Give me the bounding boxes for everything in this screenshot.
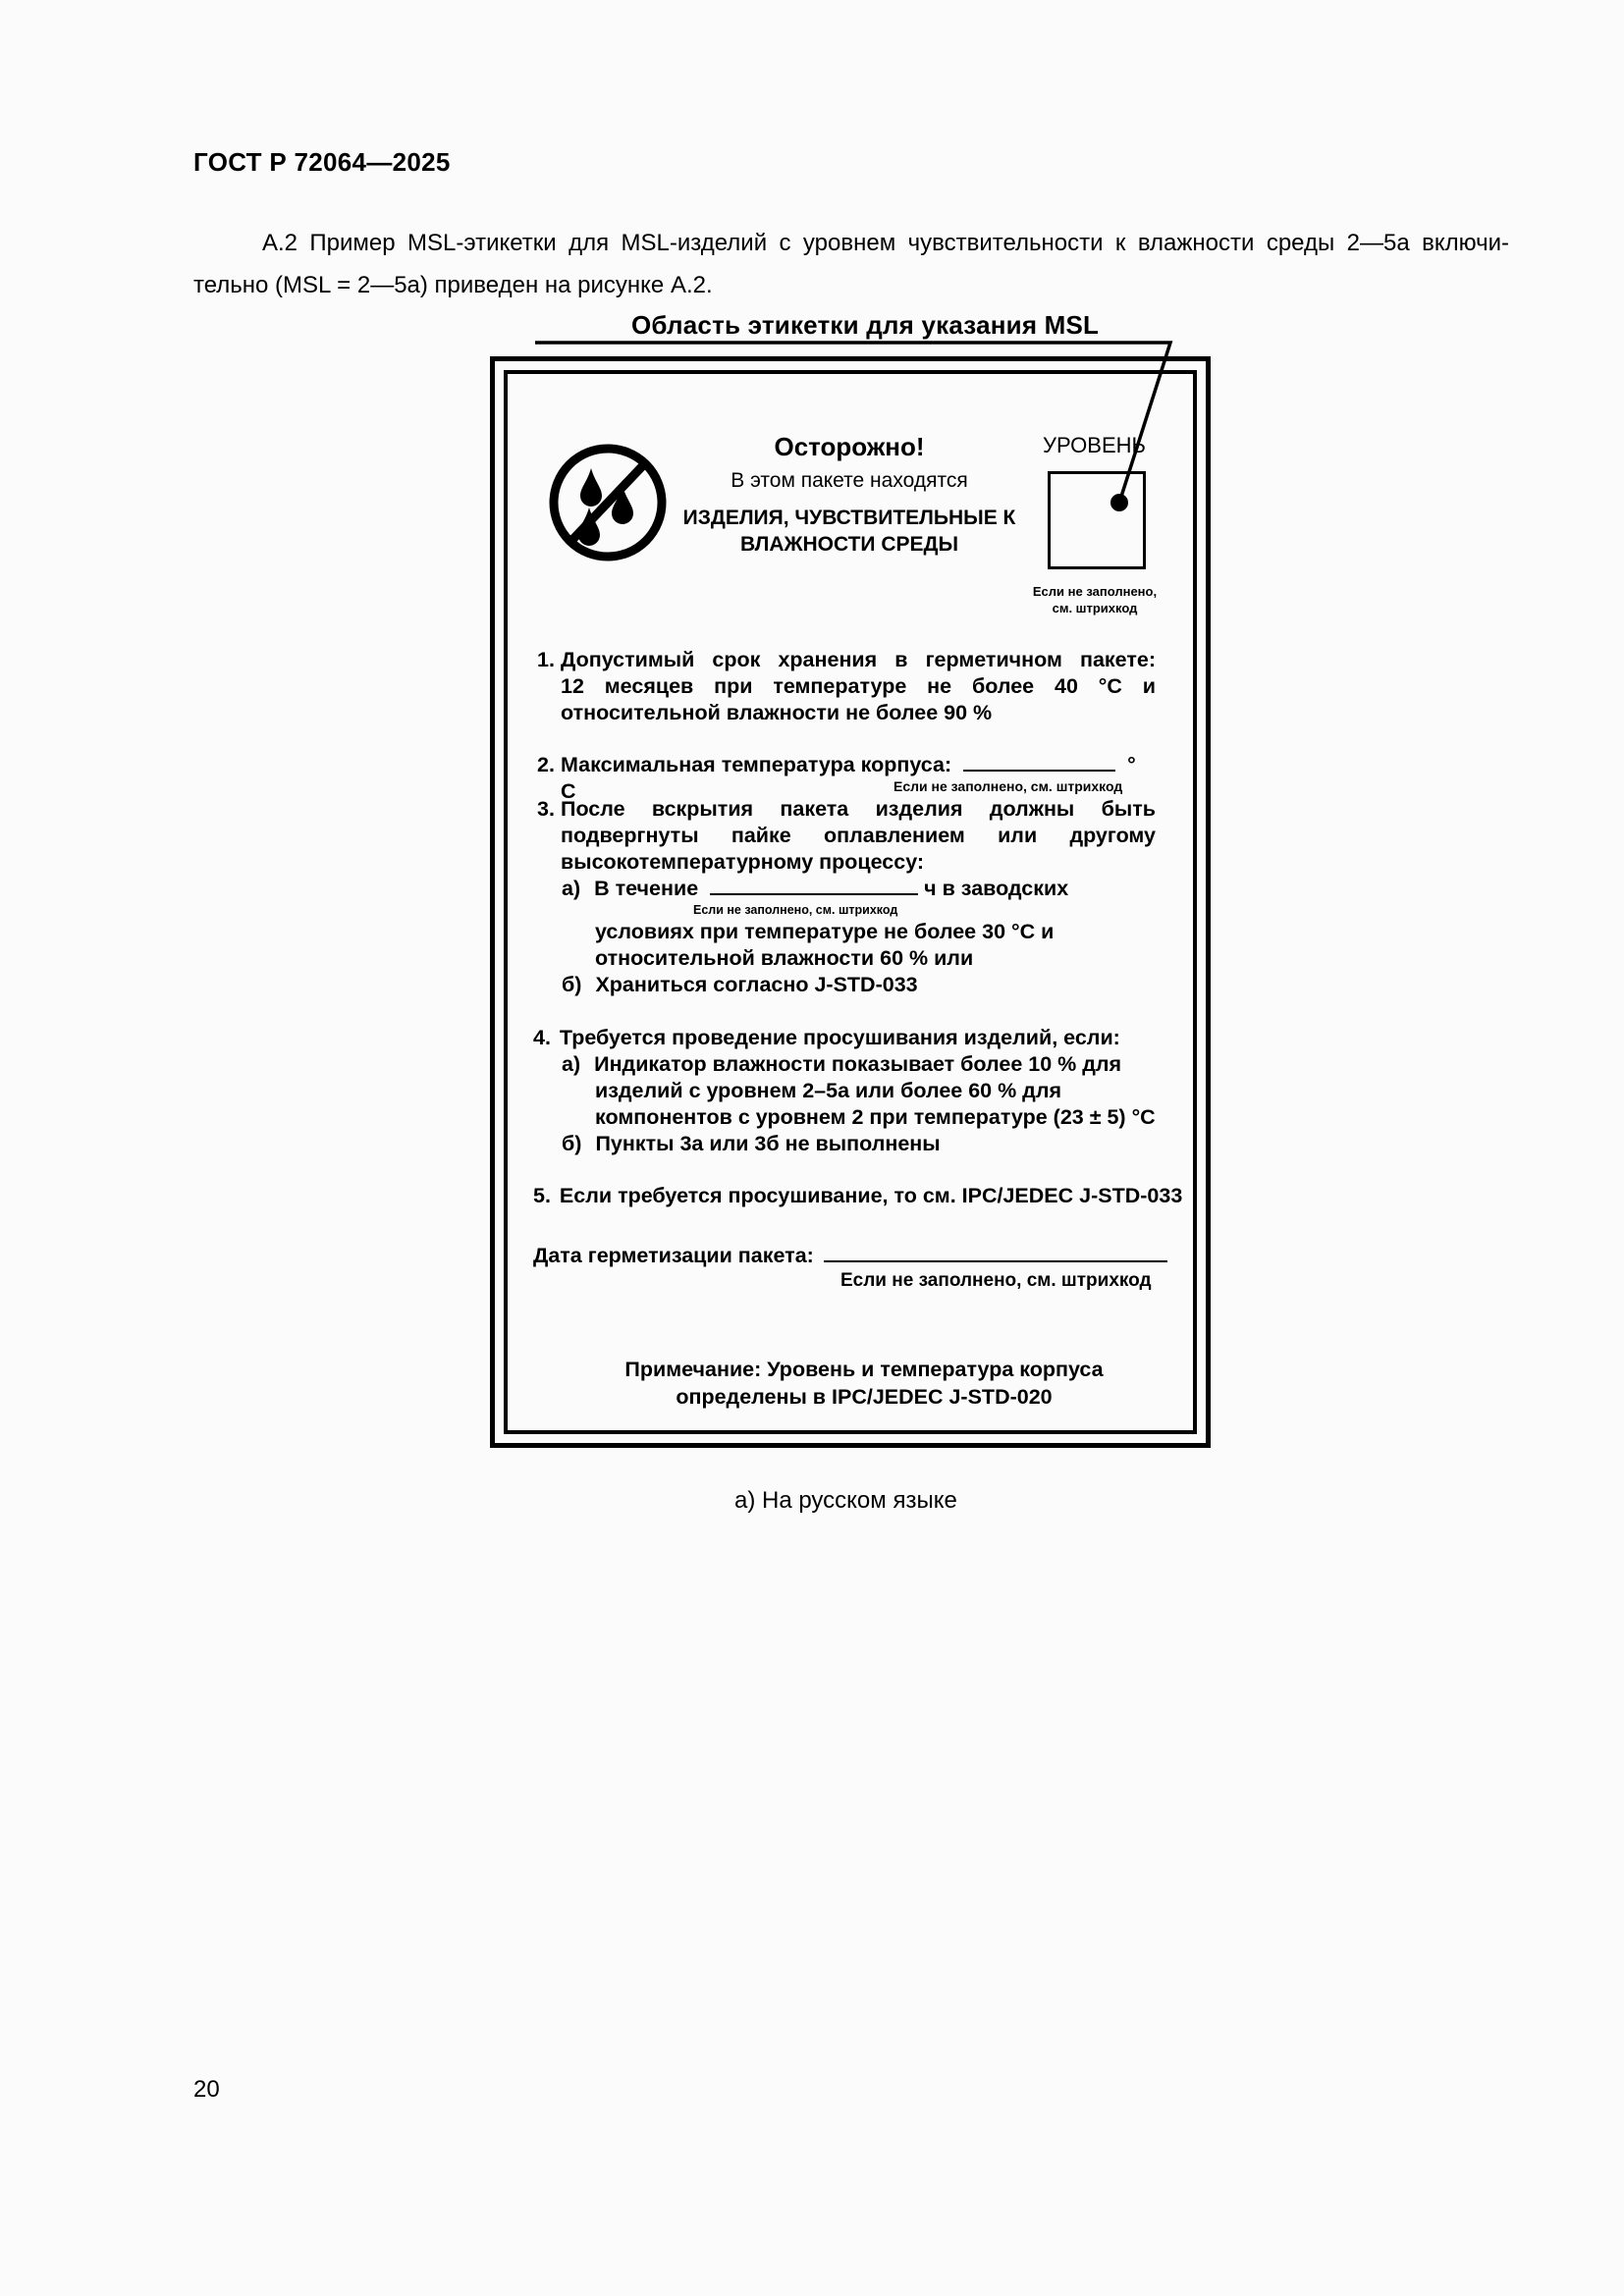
level-note-line-1: Если не заполнено,	[1032, 584, 1158, 599]
item-4b	[562, 1131, 941, 1157]
item-3a-text: В течение	[594, 877, 699, 900]
caution-heading: Осторожно!	[774, 432, 925, 461]
item-1-number: 1.	[537, 648, 555, 671]
item-3-number: 3.	[537, 797, 555, 821]
sensitive-line-2: ВЛАЖНОСТИ СРЕДЫ	[739, 533, 959, 556]
note-line-1: Примечание: Уровень и температура корпуса	[624, 1358, 1104, 1381]
item-4a-line-2: изделий с уровнем 2–5а или более 60 % для	[595, 1079, 1062, 1102]
label-item-5	[533, 1183, 1182, 1209]
item-1-line-3: относительной влажности не более 90 %	[561, 701, 993, 724]
item-4b-text: Пункты 3а или 3б не выполнены	[595, 1132, 941, 1155]
item-2-note: Если не заполнено, см. штрихкод	[893, 778, 1123, 794]
item-3b-text: Храниться согласно J-STD-033	[595, 973, 918, 996]
item-3a-mark: а)	[562, 877, 581, 900]
max-temp-blank	[963, 770, 1115, 772]
level-note-line-2: см. штрихкод	[1052, 601, 1138, 615]
item-3a-note: Если не заполнено, см. штрихкод	[693, 903, 898, 917]
item-3a-unit: ч в заводских	[924, 877, 1069, 900]
hours-blank	[710, 893, 918, 895]
level-heading: УРОВЕНЬ	[1043, 433, 1146, 457]
label-item-3	[537, 796, 1156, 876]
item-4a	[562, 1051, 1121, 1078]
item-2-text: Максимальная температура корпуса:	[561, 753, 952, 776]
label-note	[530, 1356, 1198, 1411]
msl-callout-title: Область этикетки для указания MSL	[631, 310, 1100, 340]
note-line-2: определены в IPC/JEDEC J-STD-020	[676, 1385, 1053, 1409]
item-3a-line-2: условиях при температуре не более 30 °С и	[595, 920, 1055, 943]
item-3-line-3: высокотемпературному процессу:	[561, 850, 925, 874]
label-item-1	[537, 647, 1156, 726]
item-4a-line-1: Индикатор влажности показывает более 10 % для	[594, 1052, 1122, 1076]
sensitive-devices-text	[677, 505, 1021, 558]
level-box	[1048, 471, 1146, 569]
item-4a-continued	[595, 1078, 1156, 1131]
item-5-number: 5.	[533, 1184, 551, 1207]
item-3-line-2: подвергнуты пайке оплавлением или другому	[561, 824, 1156, 847]
label-item-4	[533, 1025, 1120, 1051]
item-4-number: 4.	[533, 1026, 551, 1049]
page-number: 20	[193, 2076, 220, 2103]
seal-date-blank	[824, 1260, 1167, 1262]
item-3-line-1: После вскрытия пакета изделия должны быть	[561, 797, 1156, 821]
seal-date-note: Если не заполнено, см. штрихкод	[840, 1270, 1152, 1291]
item-5-text: Если требуется просушивание, то см. IPC/JEDEC J-STD-033	[559, 1184, 1183, 1207]
item-3b	[562, 972, 918, 998]
item-1-line-2: 12 месяцев при температуре не более 40 °С и	[561, 674, 1156, 698]
item-3a-continued	[595, 919, 1054, 972]
figure-caption: а) На русском языке	[734, 1487, 957, 1514]
item-2-unit: ° С	[561, 753, 1136, 803]
item-4b-mark: б)	[562, 1132, 582, 1155]
document-code: ГОСТ Р 72064—2025	[193, 147, 451, 177]
no-water-drops-icon	[548, 443, 668, 562]
item-3b-mark: б)	[562, 973, 582, 996]
item-4a-line-3: компонентов с уровнем 2 при температуре (23 ± 5) °С	[595, 1105, 1156, 1129]
item-4a-mark: а)	[562, 1052, 581, 1076]
intro-line-2: тельно (MSL = 2—5а) приведен на рисунке А.2.	[193, 272, 713, 298]
sensitive-line-1: ИЗДЕЛИЯ, ЧУВСТВИТЕЛЬНЫЕ К	[682, 507, 1016, 529]
item-2-number: 2.	[537, 753, 555, 776]
in-package-text: В этом пакете находятся	[731, 469, 968, 492]
item-3a	[562, 876, 1068, 902]
item-3a-line-3: относительной влажности 60 % или	[595, 946, 974, 970]
intro-line-1: А.2 Пример MSL-этикетки для MSL-изделий с уровнем чувствительности к влажности среды 2—5а включи-	[262, 230, 1509, 256]
level-note	[1016, 583, 1173, 616]
seal-date-label: Дата герметизации пакета:	[533, 1244, 814, 1267]
seal-date-row	[533, 1243, 1167, 1269]
item-1-line-1: Допустимый срок хранения в герметичном пакете:	[561, 648, 1156, 671]
item-4-line-1: Требуется проведение просушивания изделий, если:	[559, 1026, 1120, 1049]
